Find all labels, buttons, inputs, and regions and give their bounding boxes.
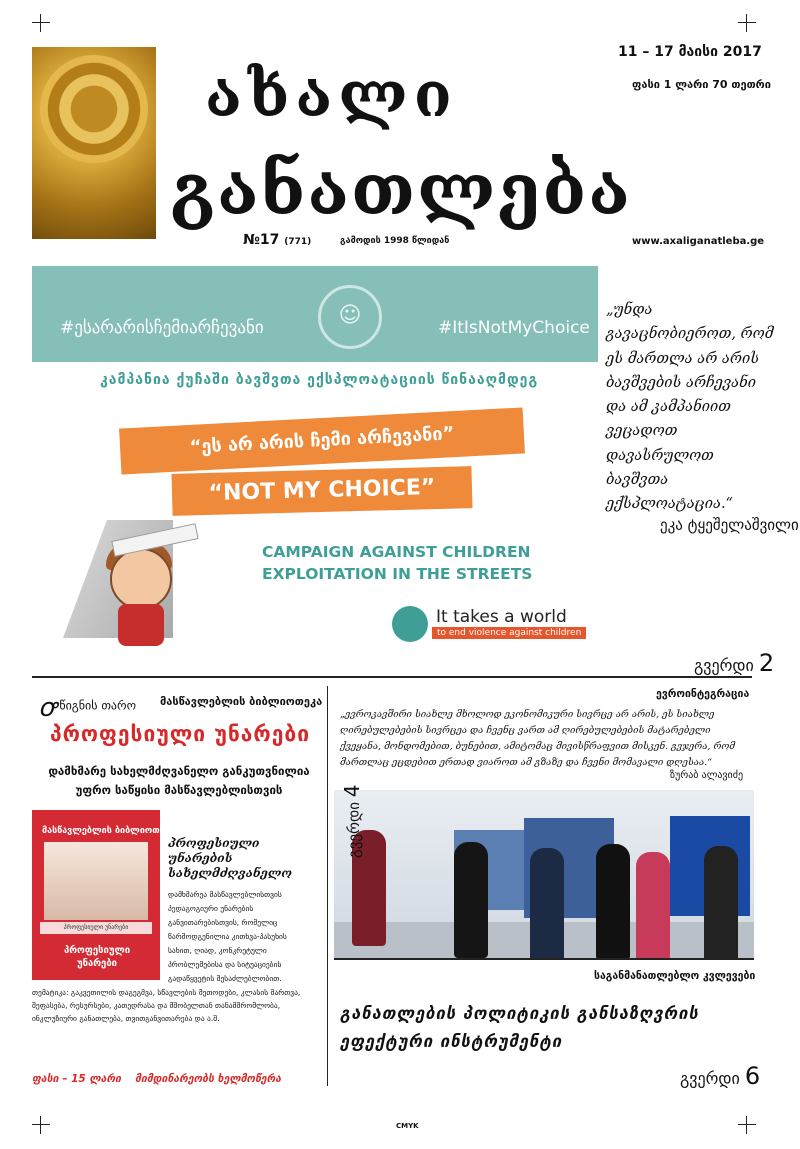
page-ref-6-label: გვერდი (680, 1069, 740, 1088)
cmyk-text: CMYK (396, 1122, 419, 1130)
award-photo (334, 790, 754, 958)
page-ref-6-number: 6 (744, 1062, 761, 1090)
photo-divider (334, 958, 754, 960)
crop-mark-top-right (738, 14, 756, 32)
book-price: ფასი – 15 ლარი (32, 1073, 122, 1085)
hashtag-english: #ItIsNotMyChoice (438, 318, 590, 338)
issue-total: (771) (284, 237, 312, 247)
book-themes: თემატიკა: გაკვეთილის დაგეგმვა, სწავლების მეთოდები, კლასის მართვა, შეფასება, რესურსები, კათედრასა და მშობელთან თანამშრომლობა, ინკლუზიური განათლება, თვითგანვითარება და ა.შ. (32, 988, 301, 1023)
book-cover-strip: პროფესიული უნარები (40, 922, 152, 934)
website-link[interactable]: www.axaliganatleba.ge (632, 236, 765, 247)
crop-mark-top-left (32, 14, 50, 32)
child-illustration-body (118, 604, 164, 646)
slogan-georgian: “ეს არ არის ჩემი არჩევანი” (119, 407, 525, 474)
slogan-english: “NOT MY CHOICE” (172, 466, 473, 516)
photo-person (454, 842, 488, 958)
research-headline: განათლების პოლიტიკის განსაზღვრის ეფექტური ინსტრუმენტი (340, 1004, 699, 1051)
page-ref-4-label: გვერდი (345, 802, 363, 858)
campaign-english-line2: EXPLOITATION IN THE STREETS (262, 565, 533, 583)
page-ref-2-label: გვერდი (694, 656, 754, 675)
crop-mark-bottom-left (32, 1116, 50, 1134)
photo-person (530, 848, 564, 958)
book-cover-photo (44, 842, 148, 920)
book-description: დამხმარეა მასწავლებლისთვის პედაგოგიური უნარების განვითარებისთვის, რომელიც წარმოდგენილია კითხვა-პასუხის სახით, ღიად, კონკრეტული პრობლემებისა და სიტუაციების გადაწყვეტის შესაძლებლობით. (168, 890, 287, 983)
cmyk-mark (396, 1122, 419, 1130)
book-cover (32, 810, 175, 980)
library-title: პროფესიული უნარები (50, 722, 311, 746)
library-series: მასწავლებლის ბიბლიოთეკა (160, 695, 323, 708)
partner-name: It takes a world (436, 607, 567, 627)
column-divider (327, 686, 328, 1086)
section-divider (32, 676, 752, 678)
research-label: საგანმანათლებლო კვლევები (594, 970, 756, 982)
partner-logo-icon (392, 606, 428, 642)
book-heading: პროფესიული უნარების სახელმძღვანელო (168, 836, 292, 880)
photo-person (596, 844, 630, 958)
hashtag-georgian: #ესარარისჩემიარჩევანი (60, 318, 264, 338)
page-ref-4-number: 4 (340, 784, 364, 798)
publisher-signature-icon: ꝍ (38, 693, 56, 723)
book-subscription: მიმდინარეობს ხელმოწერა (135, 1073, 282, 1085)
campaign-english (262, 541, 532, 585)
campaign-quote-author: ეკა ტყეშელაშვილი (660, 516, 799, 534)
photo-person (636, 852, 670, 958)
crop-mark-bottom-right (738, 1116, 756, 1134)
founded-line: გამოდის 1998 წლიდან (340, 236, 450, 246)
issue-number-value: №17 (243, 232, 280, 248)
masthead-title-line2: განათლება (170, 148, 632, 231)
coin-sun-motif (40, 55, 148, 163)
page-ref-4 (340, 784, 364, 858)
campaign-heading: კამპანია ქუჩაში ბავშვთა ექსპლოატაციის წინააღმდეგ (100, 372, 539, 388)
publisher-mark (38, 688, 136, 724)
campaign-english-line1: CAMPAIGN AGAINST CHILDREN (262, 543, 531, 561)
issue-price: ფასი 1 ლარი 70 თეთრი (632, 78, 771, 91)
masthead-title-line1: ახალი (205, 58, 458, 131)
interview-quote: „ევროკავშირი სიახლე მხოლოდ ეკონომიკური სივრცე არ არის, ეს სიახლე ღირებულებების სივრცეა და ჩვენც ვართ ამ ღირებულებების მატარებელი ქვეყანა, მონდომებით, ბუნებით, ამიტომაც მივისწრაფვით მისკენ. გვჯერა, რომ მართლაც ეცდებით ერთად ვიაროთ ამ გზაზე და ჩვენი მომავალი დღესაა.“ (340, 709, 735, 768)
page-ref-2 (694, 649, 774, 677)
book-cover-series: მასწავლებლის ბიბლიოთეკა (42, 826, 175, 836)
publisher-mark-text: წიგნის თარო (59, 698, 137, 713)
library-subtitle: დამხმარე სახელმძღვანელო განკუთვნილია უფრო საწყისი მასწავლებლისთვის (48, 764, 310, 797)
page-ref-2-number: 2 (758, 649, 775, 677)
campaign-banner (32, 266, 598, 362)
child-illustration-face (110, 548, 172, 610)
unicef-logo-icon: ☺ (318, 285, 382, 349)
issue-number (243, 232, 311, 248)
campaign-quote: „უნდა გავაცნობიეროთ, რომ ეს მართლა არ არის ბავშვების არჩევანი და ამ კამპანიით ვეცადოთ დავასრულოთ ბავშვთა ექსპლოატაცია.“ (606, 302, 774, 513)
issue-dates: 11 – 17 მაისი 2017 (618, 44, 762, 60)
book-cover-title: პროფესიული უნარები (63, 945, 131, 969)
photo-person (704, 846, 738, 958)
partner-tagline: to end violence against children (432, 627, 586, 639)
interview-author: ზურაბ ალავიძე (670, 770, 744, 781)
page-ref-6 (680, 1062, 760, 1090)
masthead-coin-image (32, 47, 156, 239)
book-price-line (32, 1073, 281, 1085)
interview-label: ევროინტეგრაცია (656, 688, 750, 700)
